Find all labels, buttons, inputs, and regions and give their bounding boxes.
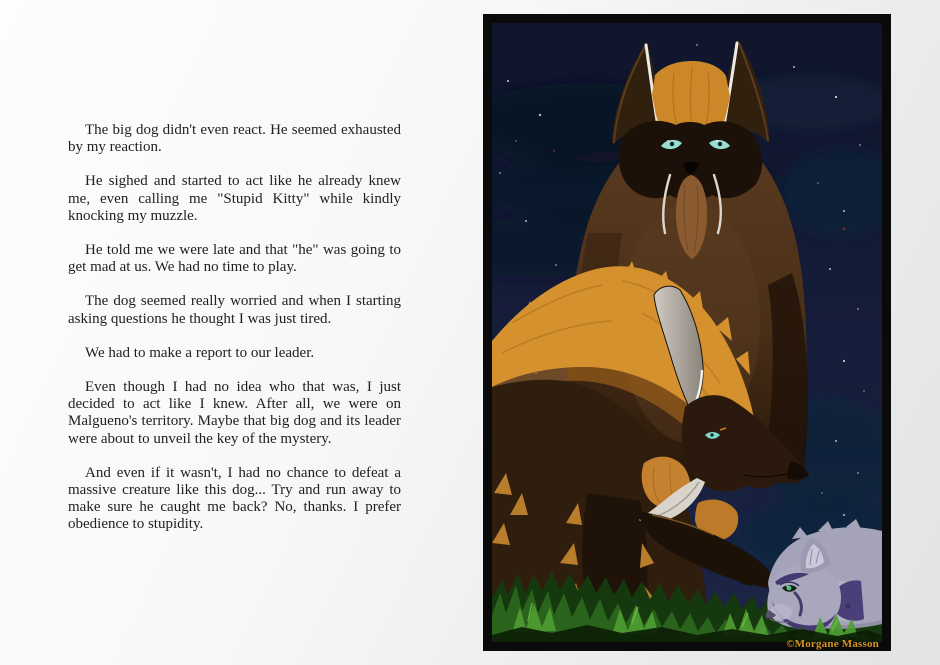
story-paragraph: And even if it wasn't, I had no chance to defeat a massive creature like this dog... Try and run away to make sure he caught me back? No, thanks. I prefer obedience to stupidity. xyxy=(68,464,401,533)
comic-page-frame[interactable] xyxy=(483,14,891,651)
story-paragraph: The big dog didn't even react. He seemed exhausted by my reaction. xyxy=(68,122,401,156)
story-paragraph: He sighed and started to act like he already knew me, even calling me "Stupid Kitty" while kindly knocking my muzzle. xyxy=(68,173,401,224)
story-paragraph: He told me we were late and that "he" was going to get mad at us. We had no time to play. xyxy=(68,242,401,276)
story-text xyxy=(68,122,401,551)
story-paragraph: The dog seemed really worried and when I starting asking questions he thought I was just tired. xyxy=(68,293,401,327)
story-paragraph: We had to make a report to our leader. xyxy=(85,344,315,361)
artist-signature: ©Morgane Masson xyxy=(786,638,879,650)
story-paragraph: Even though I had no idea who that was, I just decided to act like I knew. After all, we were on Malgueno's territory. Maybe that big dog and its leader were about to unveil the key of the mystery. xyxy=(68,379,401,447)
comic-illustration xyxy=(492,23,882,642)
